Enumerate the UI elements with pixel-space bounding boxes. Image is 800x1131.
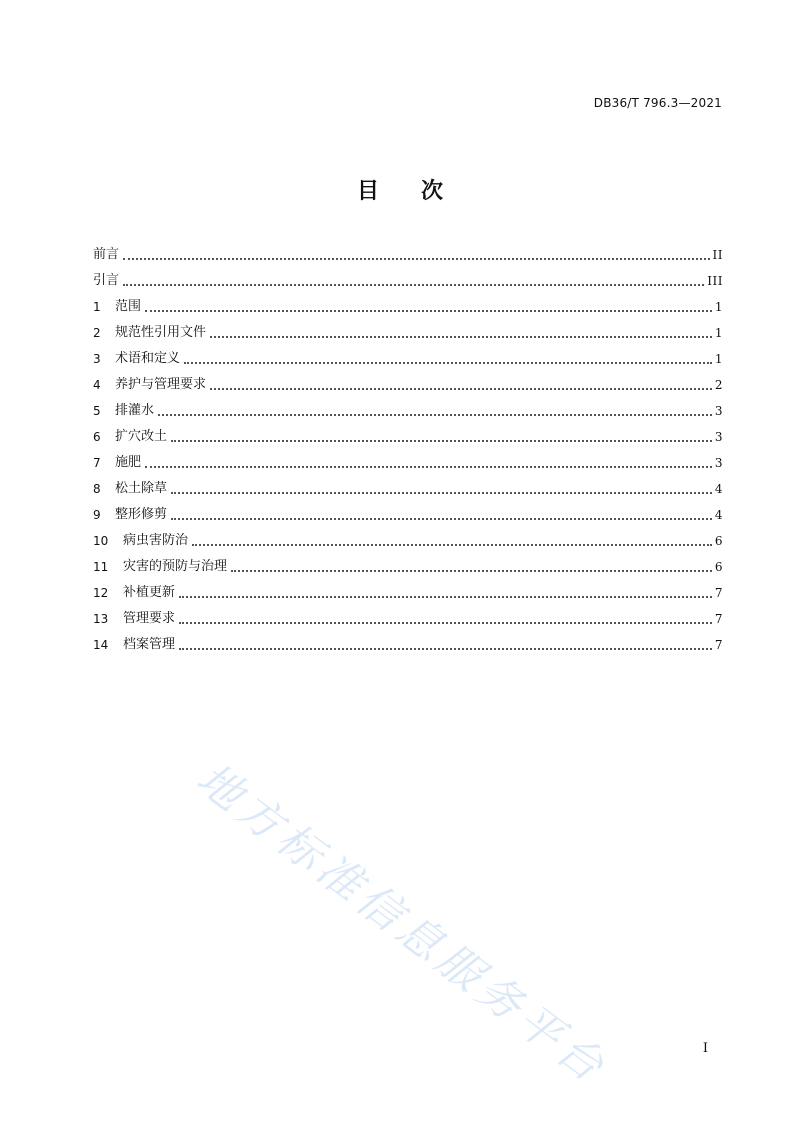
toc-entry-number: 13 [93,612,109,626]
toc-leader-dots [210,388,712,390]
toc-entry-label: 养护与管理要求 [115,377,207,392]
toc-entry-number: 10 [93,534,109,548]
toc-entry-page: 4 [714,508,723,522]
toc-entry-page: 3 [714,404,723,418]
toc-entry-number: 3 [93,352,101,366]
toc-entry-label: 整形修剪 [115,507,168,522]
toc-entry-page: 1 [714,300,723,314]
toc-leader-dots [171,440,712,442]
toc-entry-number: 1 [93,300,101,314]
toc-entry-10[interactable] [93,523,723,549]
toc-entry-number: 5 [93,404,101,418]
toc-entry-7[interactable] [93,445,723,471]
toc-entry-label: 排灌水 [115,403,155,418]
toc-entry-14[interactable] [93,627,723,653]
toc-entry-page: 3 [714,456,723,470]
toc-leader-dots [179,596,712,598]
toc-entry-label: 前言 [93,247,120,262]
toc-entry-label: 松土除草 [115,481,168,496]
toc-entry-label: 引言 [93,273,120,288]
toc-leader-dots [179,648,712,650]
toc-entry-6[interactable] [93,419,723,445]
toc-entry-5[interactable] [93,393,723,419]
toc-entry-number: 4 [93,378,101,392]
toc-entry-number: 7 [93,456,101,470]
toc-entry-label: 补植更新 [123,585,176,600]
toc-leader-dots [179,622,712,624]
toc-entry-number: 11 [93,560,109,574]
toc-entry-number: 14 [93,638,109,652]
toc-entry-3[interactable] [93,341,723,367]
toc-entry-page: 1 [714,326,723,340]
toc-leader-dots [171,518,712,520]
page-number: I [702,1041,708,1056]
toc-entry-foreword[interactable] [93,237,723,263]
toc-leader-dots [145,466,712,468]
toc-entry-9[interactable] [93,497,723,523]
toc-entry-number: 6 [93,430,101,444]
watermark: 地方标准信息服务平台 [186,753,617,1095]
toc-leader-dots [210,336,712,338]
toc-entry-label: 规范性引用文件 [115,325,207,340]
toc-entry-page: 7 [714,586,723,600]
toc-entry-page: III [707,274,723,288]
toc-entry-number: 9 [93,508,101,522]
toc-entry-page: 3 [714,430,723,444]
toc-entry-label: 扩穴改土 [115,429,168,444]
toc-entry-label: 档案管理 [123,637,176,652]
toc-title [0,174,800,205]
toc-entry-number: 12 [93,586,109,600]
toc-entry-number: 2 [93,326,101,340]
toc-entry-11[interactable] [93,549,723,575]
toc-entry-page: 7 [714,612,723,626]
toc-title-second: 次 [421,179,444,204]
toc-leader-dots [158,414,712,416]
toc-entry-page: 6 [714,534,723,548]
toc-entry-page: 2 [714,378,723,392]
toc-leader-dots [145,310,712,312]
toc-entry-8[interactable] [93,471,723,497]
toc-entry-page: 4 [714,482,723,496]
toc-entry-label: 范围 [115,299,142,314]
toc-entry-page: 7 [714,638,723,652]
toc-leader-dots [123,284,704,286]
toc-entry-label: 管理要求 [123,611,176,626]
toc-entry-label: 灾害的预防与治理 [123,559,228,574]
toc-leader-dots [123,258,710,260]
toc-leader-dots [192,544,712,546]
toc-entry-page: 1 [714,352,723,366]
toc-entry-label: 病虫害防治 [123,533,189,548]
toc-entry-number: 8 [93,482,101,496]
document-code: DB36/T 796.3—2021 [593,96,722,110]
toc-leader-dots [171,492,712,494]
toc-entry-1[interactable] [93,289,723,315]
toc-leader-dots [184,362,712,364]
toc-entry-introduction[interactable] [93,263,723,289]
toc-entry-label: 施肥 [115,455,142,470]
toc-entry-page: II [712,248,723,262]
toc-leader-dots [231,570,712,572]
toc-entry-2[interactable] [93,315,723,341]
toc-entry-12[interactable] [93,575,723,601]
toc-entry-4[interactable] [93,367,723,393]
table-of-contents [93,237,723,653]
toc-entry-13[interactable] [93,601,723,627]
toc-entry-page: 6 [714,560,723,574]
toc-entry-label: 术语和定义 [115,351,181,366]
toc-title-first: 目 [356,179,379,204]
